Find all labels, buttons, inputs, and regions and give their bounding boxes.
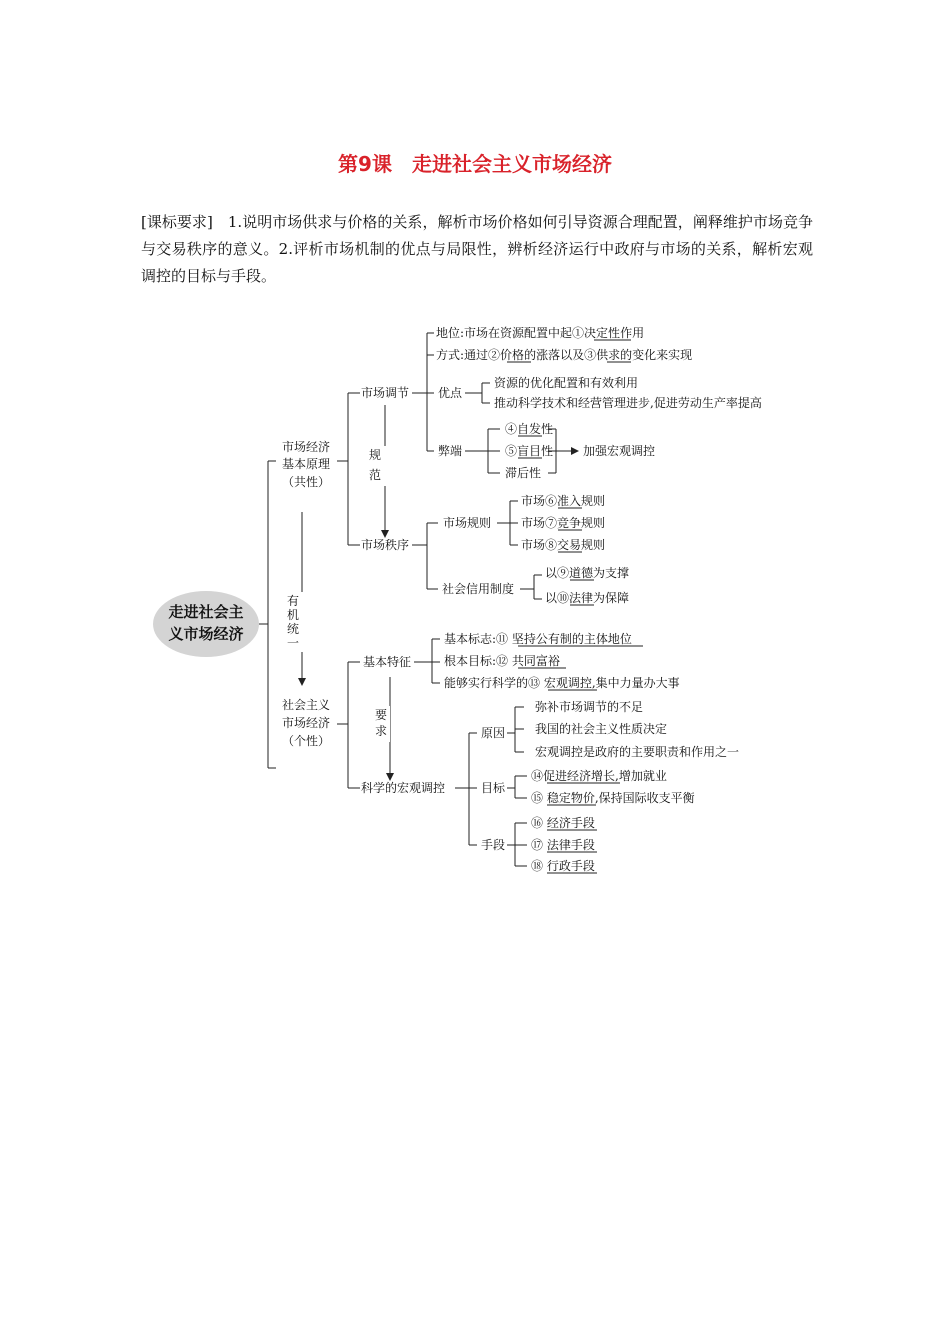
means-label: 手段 <box>481 838 506 852</box>
credit-item-1: 以⑨道德为支撑 <box>545 566 630 580</box>
norm-char-1: 规 <box>368 448 382 462</box>
unity-char-4: 一 <box>286 636 300 650</box>
rule-item-3: 市场⑧交易规则 <box>521 538 606 552</box>
disadvantage-item-1: ④自发性 <box>505 422 554 436</box>
advantage-item-2: 推动科学技术和经营管理进步,促进劳动生产率提高 <box>494 396 762 410</box>
strengthen-text: 加强宏观调控 <box>583 444 656 458</box>
disadvantage-item-2: ⑤盲目性 <box>505 444 554 458</box>
advantage-item-1: 资源的优化配置和有效利用 <box>494 376 639 390</box>
credit-item-2: 以⑩法律为保障 <box>545 591 630 605</box>
feature-item-1: 基本标志:⑪ 坚持公有制的主体地位 <box>444 632 632 646</box>
rule-item-2: 市场⑦竞争规则 <box>521 516 606 530</box>
center-line-1: 走进社会主 <box>168 603 244 621</box>
branch-bottom-line-1: 社会主义 <box>281 698 331 712</box>
requirements-text: 1.说明市场供求与价格的关系，解析市场价格如何引导资源合理配置，阐释维护市场竞争与交易秩序的意义。2.评析市场机制的优点与局限性，辨析经济运行中政府与市场的关系，解析宏观调控的目标与手段。 <box>141 213 813 285</box>
unity-char-1: 有 <box>286 594 300 608</box>
reason-label: 原因 <box>481 726 506 740</box>
means-item-3: ⑱ 行政手段 <box>531 859 595 873</box>
norm-char-2: 范 <box>368 468 382 482</box>
advantage-label: 优点 <box>438 386 463 400</box>
reason-item-3: 宏观调控是政府的主要职责和作用之一 <box>535 745 740 759</box>
center-line-2: 义市场经济 <box>168 625 244 643</box>
branch-top-line-1: 市场经济 <box>281 440 331 454</box>
market-order-label: 市场秩序 <box>361 538 410 552</box>
method-text: 方式:通过②价格的涨落以及③供求的变化来实现 <box>436 348 693 362</box>
center-node <box>153 591 259 657</box>
rule-item-1: 市场⑥准入规则 <box>521 494 606 508</box>
branch-bottom-line-2: 市场经济 <box>281 716 331 730</box>
requirements-tag: [课标要求] <box>141 213 213 231</box>
require-char-1: 要 <box>374 708 388 722</box>
branch-bottom-line-3: （个性） <box>281 734 331 748</box>
rules-label: 市场规则 <box>443 516 492 530</box>
unity-char-3: 统 <box>286 622 300 636</box>
goal-label: 目标 <box>481 781 506 795</box>
disadvantage-label: 弊端 <box>438 444 463 458</box>
branch-top-line-2: 基本原理 <box>281 457 331 471</box>
require-char-2: 求 <box>374 724 388 738</box>
macro-control-label: 科学的宏观调控 <box>361 781 446 795</box>
reason-item-2: 我国的社会主义性质决定 <box>535 722 668 736</box>
feature-item-3: 能够实行科学的⑬ 宏观调控,集中力量办大事 <box>444 676 680 690</box>
lesson-title: 第9课 走进社会主义市场经济 <box>338 152 612 176</box>
goal-item-2: ⑮ 稳定物价,保持国际收支平衡 <box>531 791 695 805</box>
market-regulation-label: 市场调节 <box>361 386 410 400</box>
basic-features-label: 基本特征 <box>363 655 412 669</box>
credit-label: 社会信用制度 <box>442 582 515 596</box>
goal-item-1: ⑭促进经济增长,增加就业 <box>531 769 667 783</box>
means-item-2: ⑰ 法律手段 <box>531 838 595 852</box>
branch-top-line-3: （共性） <box>281 475 331 489</box>
disadvantage-item-3: 滞后性 <box>505 466 542 480</box>
means-item-1: ⑯ 经济手段 <box>531 816 595 830</box>
feature-item-2: 根本目标:⑫ 共同富裕 <box>444 654 560 668</box>
reason-item-1: 弥补市场调节的不足 <box>535 700 644 714</box>
status-text: 地位:市场在资源配置中起①决定性作用 <box>436 326 645 340</box>
unity-char-2: 机 <box>286 608 300 622</box>
